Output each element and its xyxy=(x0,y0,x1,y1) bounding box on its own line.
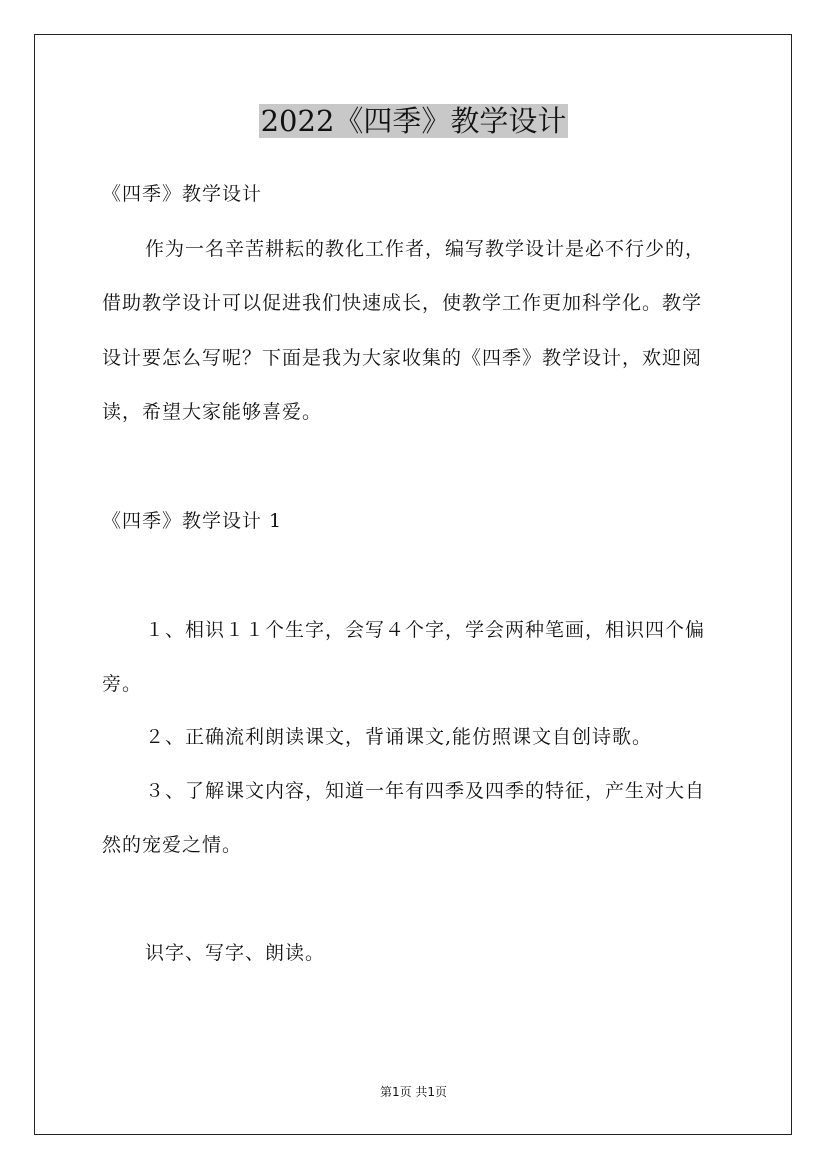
document-title-text: 2022《四季》教学设计 xyxy=(260,104,567,138)
objective-line-2: 旁。 xyxy=(102,673,143,695)
objective-line-3: ２、正确流利朗读课文，背诵课文,能仿照课文自创诗歌。 xyxy=(145,726,653,748)
intro-line-3: 设计要怎么写呢？下面是我为大家收集的《四季》教学设计，欢迎阅 xyxy=(102,347,703,369)
intro-line-4: 读，希望大家能够喜爱。 xyxy=(102,401,323,423)
objective-line-1: １、相识１１个生字，会写４个字，学会两种笔画，相识四个偏 xyxy=(145,619,706,641)
page-footer: 第1页 共1页 xyxy=(379,1085,448,1099)
intro-line-2: 借助教学设计可以促进我们快速成长，使教学工作更加科学化。教学 xyxy=(102,292,703,314)
objective-line-4: ３、了解课文内容，知道一年有四季及四季的特征，产生对大自 xyxy=(145,780,706,802)
objective-line-5: 然的宠爱之情。 xyxy=(102,834,243,856)
section-heading: 《四季》教学设计 1 xyxy=(102,510,283,532)
intro-line-1: 作为一名辛苦耕耘的教化工作者，编写教学设计是必不行少的， xyxy=(145,238,706,260)
document-title xyxy=(0,101,827,141)
subtitle: 《四季》教学设计 xyxy=(102,183,263,205)
focus-line: 识字、写字、朗读。 xyxy=(145,942,326,964)
